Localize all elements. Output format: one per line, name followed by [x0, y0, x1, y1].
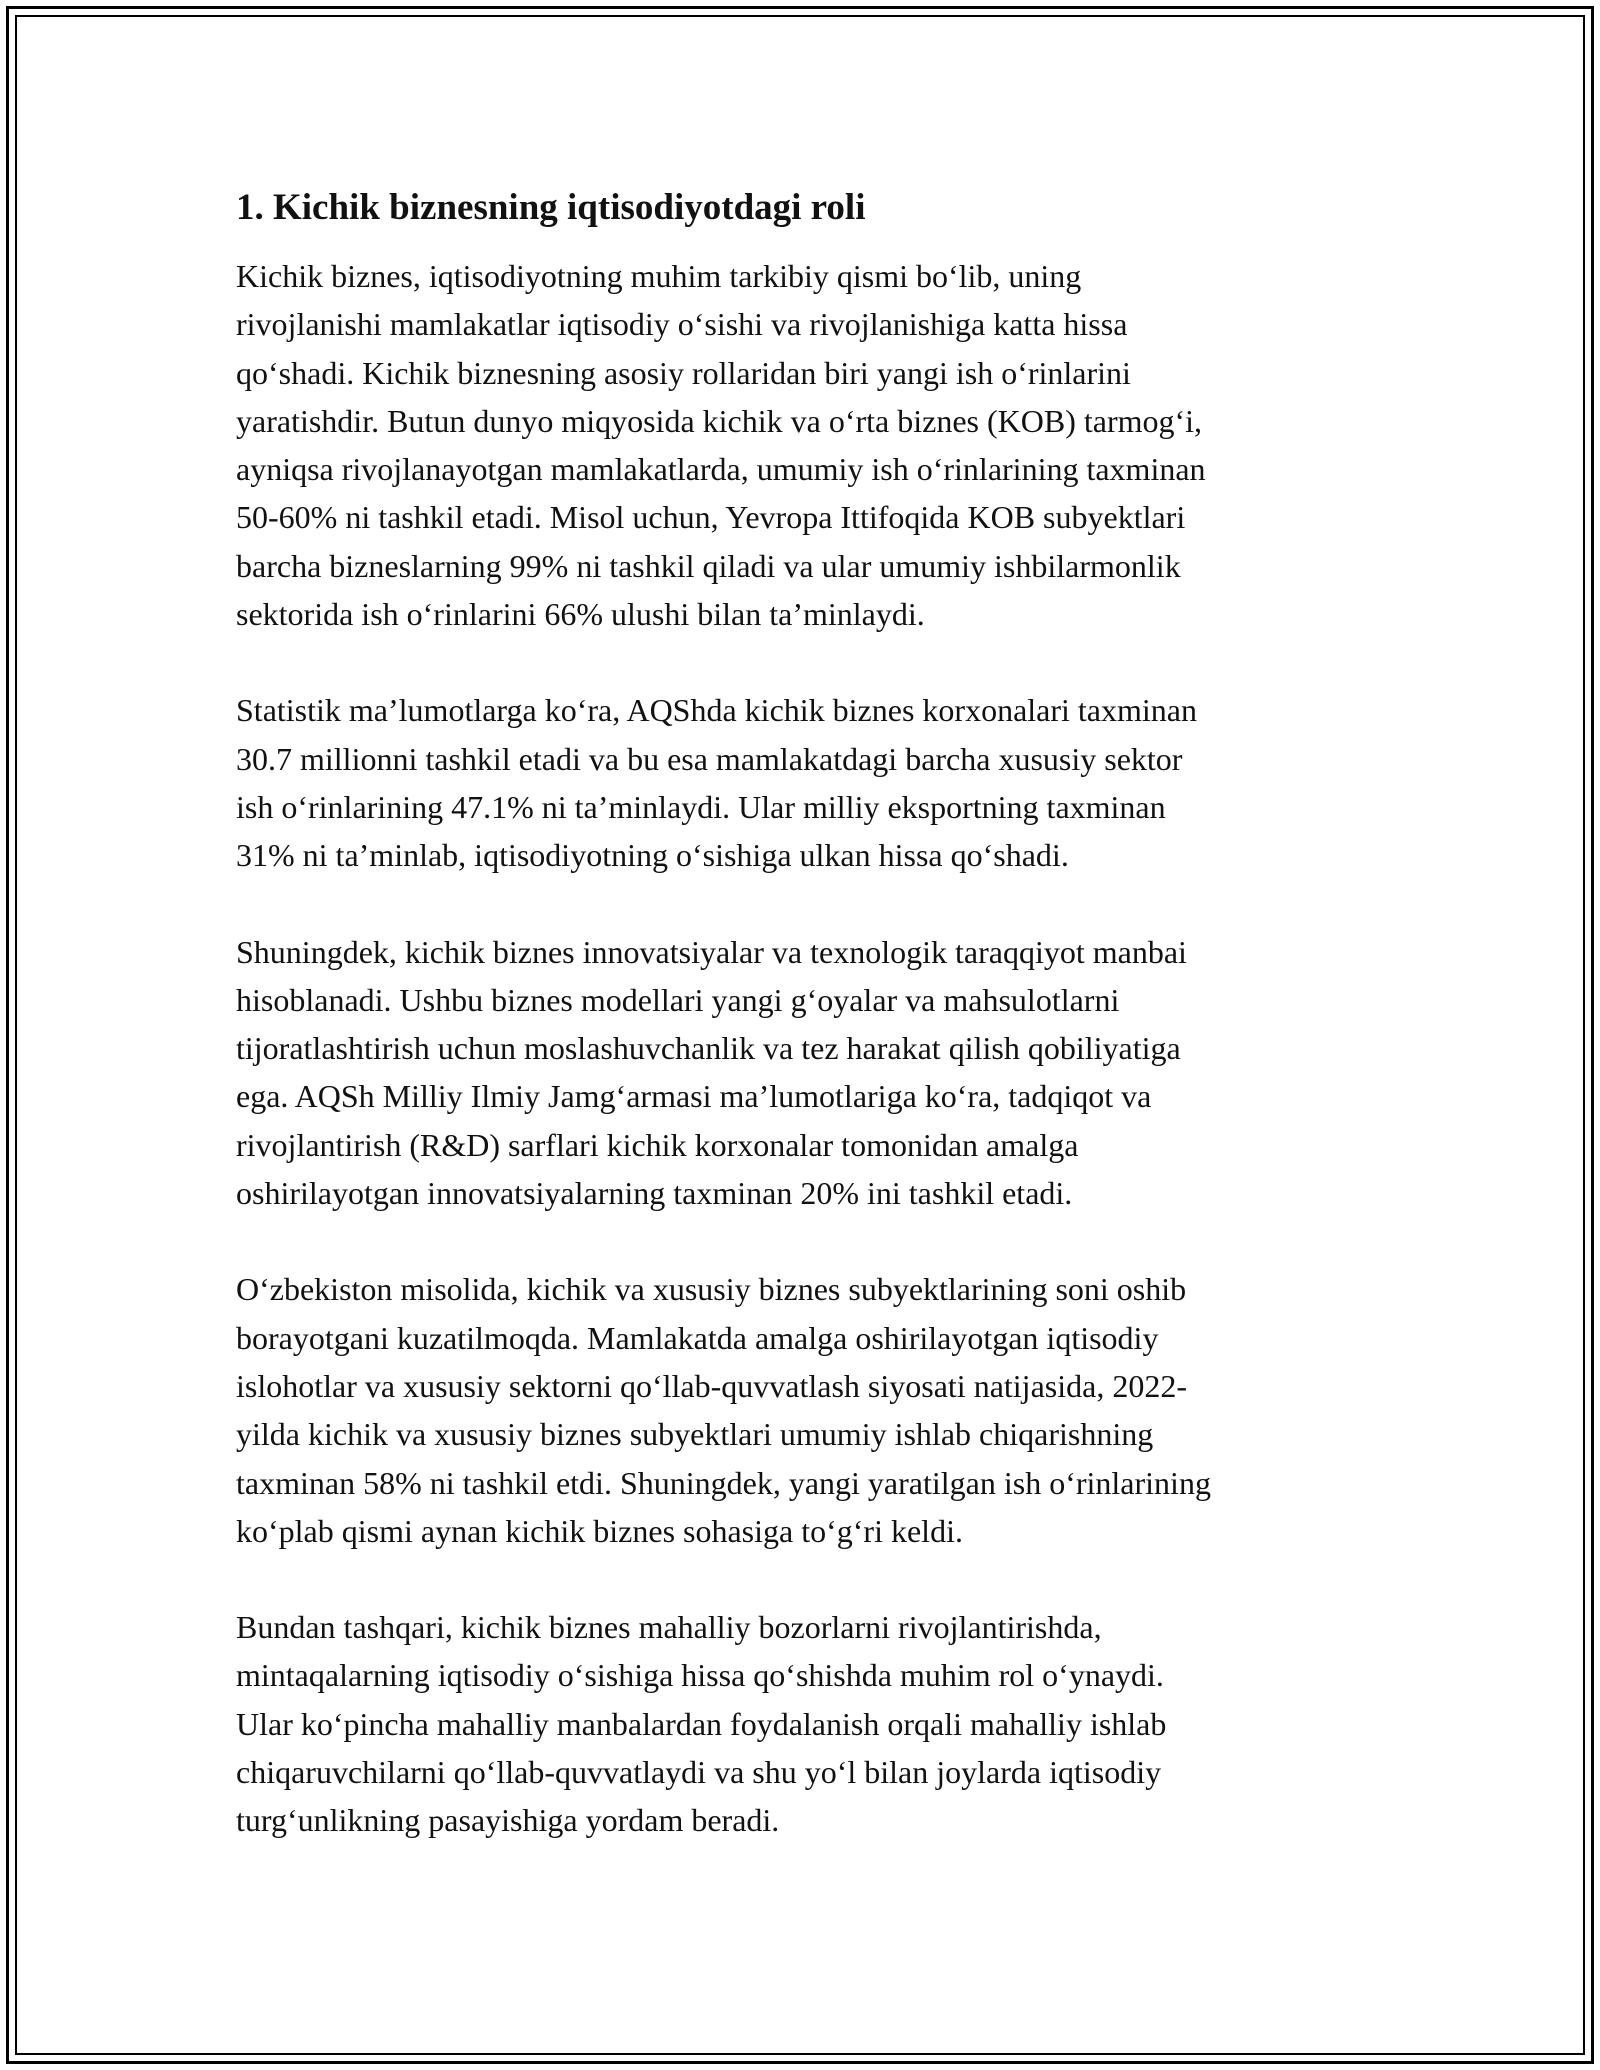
- text-line: rivojlanishi mamlakatlar iqtisodiy o‘sishi va rivojlanishiga katta hissa: [236, 306, 1128, 343]
- document-body: [236, 186, 1366, 1893]
- text-line: O‘zbekiston misolida, kichik va xususiy biznes subyektlarining soni oshib: [236, 1271, 1187, 1308]
- text-line: yaratishdir. Butun dunyo miqyosida kichik va o‘rta biznes (KOB) tarmog‘i,: [236, 402, 1203, 439]
- text-line: 50-60% ni tashkil etadi. Misol uchun, Yevropa Ittifoqida KOB subyektlari: [236, 499, 1186, 536]
- text-line: rivojlantirish (R&D) sarflari kichik korxonalar tomonidan amalga: [236, 1126, 1079, 1163]
- text-line: ko‘plab qismi aynan kichik biznes sohasiga to‘g‘ri keldi.: [236, 1512, 963, 1549]
- text-line: chiqaruvchilarni qo‘llab-quvvatlaydi va shu yo‘l bilan joylarda iqtisodiy: [236, 1754, 1162, 1791]
- text-line: barcha bizneslarning 99% ni tashkil qiladi va ular umumiy ishbilarmonlik: [236, 547, 1181, 584]
- section-heading: 1. Kichik biznesning iqtisodiyotdagi roli: [236, 187, 866, 228]
- text-line: Ular ko‘pincha mahalliy manbalardan foydalanish orqali mahalliy ishlab: [236, 1705, 1167, 1742]
- text-line: Statistik ma’lumotlarga ko‘ra, AQShda kichik biznes korxonalari taxminan: [236, 692, 1197, 729]
- text-line: borayotgani kuzatilmoqda. Mamlakatda amalga oshirilayotgan iqtisodiy: [236, 1319, 1159, 1356]
- text-line: tijoratlashtirish uchun moslashuvchanlik va tez harakat qilish qobiliyatiga: [236, 1030, 1181, 1067]
- text-line: turg‘unlikning pasayishiga yordam beradi.: [236, 1802, 780, 1839]
- text-line: Shuningdek, kichik biznes innovatsiyalar va texnologik taraqqiyot manbai: [236, 933, 1187, 970]
- text-line: ish o‘rinlarining 47.1% ni ta’minlaydi. Ular milliy eksportning taxminan: [236, 788, 1166, 825]
- paragraph-1: [236, 252, 1366, 638]
- text-line: islohotlar va xususiy sektorni qo‘llab-quvvatlash siyosati natijasida, 2022-: [236, 1367, 1187, 1404]
- text-line: Kichik biznes, iqtisodiyotning muhim tarkibiy qismi bo‘lib, uning: [236, 258, 1082, 294]
- paragraph-2: [236, 686, 1366, 879]
- text-line: yilda kichik va xususiy biznes subyektlari umumiy ishlab chiqarishning: [236, 1416, 1154, 1453]
- text-line: qo‘shadi. Kichik biznesning asosiy rollaridan biri yangi ish o‘rinlarini: [236, 354, 1131, 391]
- text-line: ayniqsa rivojlanayotgan mamlakatlarda, umumiy ish o‘rinlarining taxminan: [236, 451, 1206, 488]
- paragraph-3: [236, 928, 1366, 1218]
- text-line: 30.7 millionni tashkil etadi va bu esa mamlakatdagi barcha xususiy sektor: [236, 740, 1183, 777]
- paragraph-5: [236, 1603, 1366, 1844]
- text-line: ega. AQSh Milliy Ilmiy Jamg‘armasi ma’lumotlariga ko‘ra, tadqiqot va: [236, 1078, 1152, 1115]
- text-line: mintaqalarning iqtisodiy o‘sishiga hissa qo‘shishda muhim rol o‘ynaydi.: [236, 1657, 1164, 1694]
- text-line: 31% ni ta’minlab, iqtisodiyotning o‘sishiga ulkan hissa qo‘shadi.: [236, 837, 1069, 874]
- text-line: taxminan 58% ni tashkil etdi. Shuningdek, yangi yaratilgan ish o‘rinlarining: [236, 1464, 1211, 1501]
- text-line: hisoblanadi. Ushbu biznes modellari yangi g‘oyalar va mahsulotlarni: [236, 981, 1120, 1018]
- text-line: Bundan tashqari, kichik biznes mahalliy bozorlarni rivojlantirishda,: [236, 1609, 1102, 1646]
- paragraph-4: [236, 1265, 1366, 1555]
- text-line: sektorida ish o‘rinlarini 66% ulushi bilan ta’minlaydi.: [236, 596, 925, 633]
- text-line: oshirilayotgan innovatsiyalarning taxminan 20% ini tashkil etadi.: [236, 1175, 1073, 1212]
